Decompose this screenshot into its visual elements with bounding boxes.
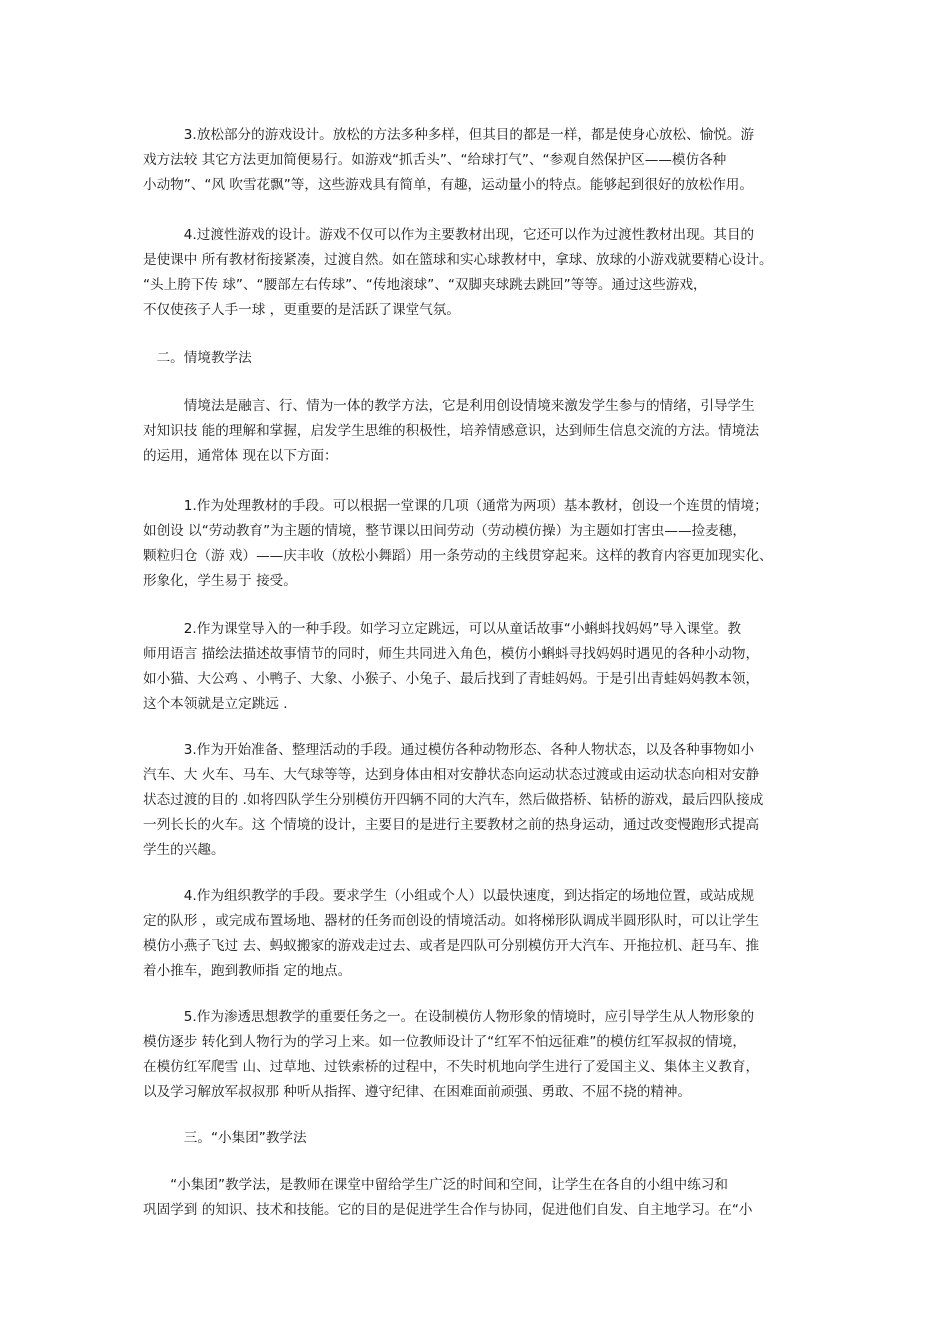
- text-line: 5.作为渗透思想教学的重要任务之一。在设制模仿人物形象的情境时，应引导学生从人物形象的: [143, 1009, 755, 1025]
- text-line: 学生的兴趣。: [143, 842, 225, 858]
- paragraph-ideological-education: [143, 1005, 811, 1105]
- paragraph-situational-intro: [143, 394, 811, 469]
- section-heading-small-group: [143, 1126, 811, 1151]
- text-line: 如创设 以“劳动教育”为主题的情境，整节课以田间劳动（劳动模仿操）为主题如打害虫——捡麦穗，: [143, 523, 746, 539]
- text-line: 3.作为开始准备、整理活动的手段。通过模仿各种动物形态、各种人物状态，以及各种事物如小: [143, 742, 755, 758]
- paragraph-organizing-teaching: [143, 884, 811, 984]
- text-line: 模仿逐步 转化到人物行为的学习上来。如一位教师设计了“红军不怕远征难”的模仿红军叔叔的情境，: [143, 1034, 746, 1050]
- paragraph-teaching-material: [143, 494, 811, 594]
- text-line: 戏方法较 其它方法更加简便易行。如游戏“抓舌头”、“给球打气”、“参观自然保护区——模仿各种: [143, 152, 727, 168]
- text-line: 形象化，学生易于 接受。: [143, 573, 297, 589]
- heading-text: 三。“小集团”教学法: [143, 1130, 307, 1146]
- paragraph-warmup-activities: [143, 738, 811, 863]
- text-line: 一列长长的火车。这 个情境的设计，主要目的是进行主要教材之前的热身运动，通过改变慢跑形式提高: [143, 817, 760, 833]
- section-heading-situational: [143, 346, 811, 371]
- text-line: 这个本领就是立定跳远 .: [143, 696, 288, 712]
- text-line: 对知识技 能的理解和掌握，启发学生思维的积极性，培养情感意识，达到师生信息交流的方法。情境法: [143, 423, 760, 439]
- text-line: “小集团”教学法，是教师在课堂中留给学生广泛的时间和空间，让学生在各自的小组中练习和: [143, 1177, 729, 1193]
- text-line: 小动物”、“风 吹雪花飘”等，这些游戏具有简单，有趣，运动量小的特点。能够起到很好的放松作用。: [143, 177, 753, 193]
- paragraph-transition-games: [143, 223, 811, 323]
- text-line: 在模仿红军爬雪 山、过草地、过铁索桥的过程中，不失时机地向学生进行了爱国主义、集体主义教育，: [143, 1059, 760, 1075]
- text-line: 模仿小燕子飞过 去、蚂蚁搬家的游戏走过去、或者是四队可分别模仿开大汽车、开拖拉机、赶马车、推: [143, 938, 760, 954]
- text-line: 2.作为课堂导入的一种手段。如学习立定跳远，可以从童话故事“小蝌蚪找妈妈”导入课堂。教: [143, 621, 741, 637]
- text-line: 4.作为组织教学的手段。要求学生（小组或个人）以最快速度，到达指定的场地位置，或站成规: [143, 888, 755, 904]
- text-line: 巩固学到 的知识、技术和技能。它的目的是促进学生合作与协同，促进他们自发、自主地学习。在“小: [143, 1202, 753, 1218]
- text-line: 4.过渡性游戏的设计。游戏不仅可以作为主要教材出现，它还可以作为过渡性教材出现。其目的: [143, 227, 755, 243]
- text-line: 是使课中 所有教材衔接紧凑，过渡自然。如在篮球和实心球教材中，拿球、放球的小游戏就要精心设计。: [143, 252, 773, 268]
- text-line: 不仅使孩子人手一球 ，更重要的是活跃了课堂气氛。: [143, 302, 460, 318]
- text-line: 如小猫、大公鸡 、小鸭子、大象、小猴子、小兔子、最后找到了青蛙妈妈。于是引出青蛙妈妈教本领，: [143, 671, 760, 687]
- text-line: 1.作为处理教材的手段。可以根据一堂课的几项（通常为两项）基本教材，创设一个连贯的情境；: [143, 498, 768, 514]
- text-line: “头上胯下传 球”、“腰部左右传球”、“传地滚球”、“双脚夹球跳去跳回”等等。通过这些游戏，: [143, 277, 707, 293]
- text-line: 汽车、大 火车、马车、大气球等等，达到身体由相对安静状态向运动状态过渡或由运动状态向相对安静: [143, 767, 760, 783]
- text-line: 师用语言 描绘法描述故事情节的同时，师生共同进入角色，模仿小蝌蚪寻找妈妈时遇见的各种小动物，: [143, 646, 760, 662]
- text-line: 定的队形 ，或完成布置场地、器材的任务而创设的情境活动。如将梯形队调成半圆形队时，可以让学生: [143, 913, 760, 929]
- paragraph-class-introduction: [143, 617, 811, 717]
- text-line: 以及学习解放军叔叔那 种听从指挥、遵守纪律、在困难面前顽强、勇敢、不屈不挠的精神。: [143, 1084, 692, 1100]
- heading-text: 二。情境教学法: [143, 350, 252, 366]
- text-line: 颗粒归仓（游 戏）——庆丰收（放松小舞蹈）用一条劳动的主线贯穿起来。这样的教育内容更加现实化、: [143, 548, 773, 564]
- text-line: 状态过渡的目的 .如将四队学生分别模仿开四辆不同的大汽车，然后做搭桥、钻桥的游戏，最后四队接成: [143, 792, 764, 808]
- text-line: 情境法是融言、行、情为一体的教学方法，它是利用创设情境来激发学生参与的情绪，引导学生: [143, 398, 755, 414]
- text-line: 的运用，通常体 现在以下方面：: [143, 448, 338, 464]
- text-line: 3.放松部分的游戏设计。放松的方法多种多样，但其目的都是一样，都是使身心放松、愉悦。游: [143, 127, 755, 143]
- text-line: 着小推车，跑到教师指 定的地点。: [143, 963, 352, 979]
- paragraph-small-group-intro: [143, 1173, 811, 1223]
- paragraph-relaxation-games: [143, 123, 811, 198]
